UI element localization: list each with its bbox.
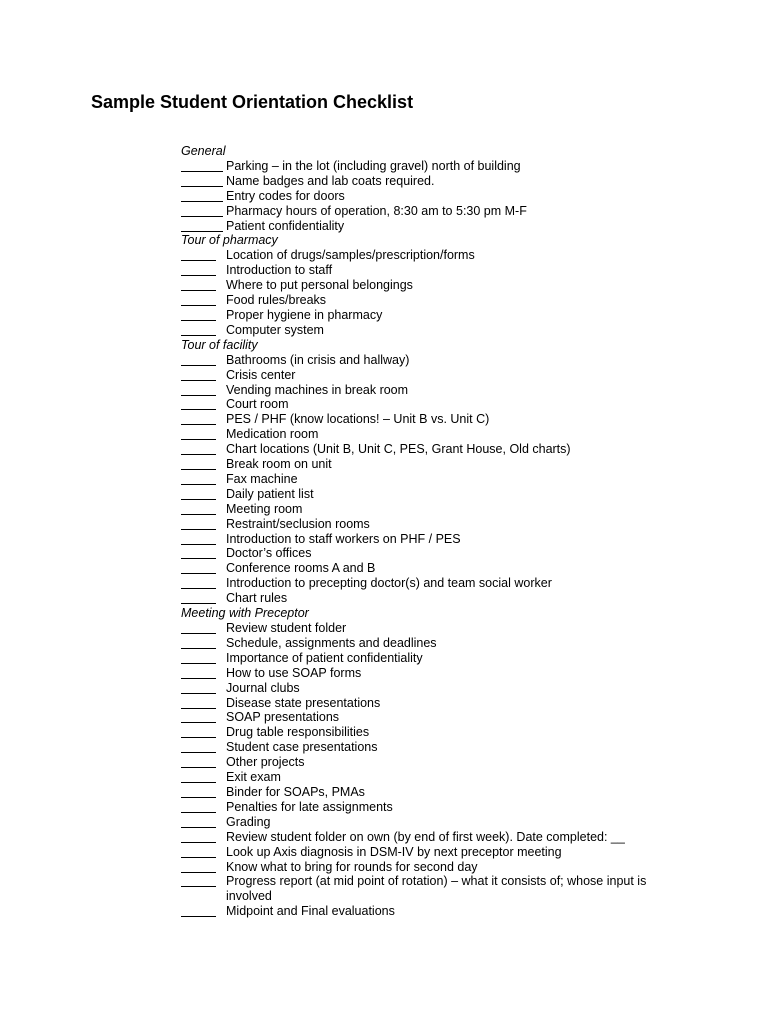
checklist-item-label: Progress report (at mid point of rotation) – what it consists of; whose input is involved	[226, 874, 647, 904]
checklist-item-label: How to use SOAP forms	[226, 665, 362, 680]
checklist-item	[181, 696, 661, 711]
checklist-item-label: Name badges and lab coats required.	[226, 173, 435, 188]
checklist-item	[181, 815, 661, 830]
checklist-item	[181, 502, 661, 517]
checklist-item	[181, 174, 661, 189]
checklist-item	[181, 666, 661, 681]
checklist-item	[181, 651, 661, 666]
checklist-item	[181, 785, 661, 800]
checklist-item	[181, 710, 661, 725]
checklist-item	[181, 457, 661, 472]
checklist-item-label: SOAP presentations	[226, 710, 340, 725]
checklist-item-label: Review student folder on own (by end of first week). Date completed: __	[226, 829, 625, 844]
checklist-item	[181, 576, 661, 591]
checklist-item	[181, 383, 661, 398]
checklist-item	[181, 204, 661, 219]
checklist-item	[181, 263, 661, 278]
checklist-item-label: Know what to bring for rounds for second day	[226, 859, 478, 874]
checklist-item-label: Pharmacy hours of operation, 8:30 am to 5:30 pm M-F	[226, 203, 527, 218]
checklist-item	[181, 278, 661, 293]
checklist-item	[181, 636, 661, 651]
checklist-item	[181, 546, 661, 561]
checklist-item-label: Review student folder	[226, 621, 347, 635]
checklist-item-label: Exit exam	[226, 770, 281, 785]
checklist-item	[181, 845, 661, 860]
checklist-item-label: Student case presentations	[226, 740, 378, 755]
section-heading: General	[181, 144, 226, 158]
checklist-item-label: Location of drugs/samples/prescription/forms	[226, 248, 475, 263]
section-heading: Tour of facility	[181, 337, 258, 352]
checklist-item-label: Chart locations (Unit B, Unit C, PES, Grant House, Old charts)	[226, 442, 571, 457]
checklist-item	[181, 532, 661, 547]
checklist-item-label: Disease state presentations	[226, 695, 381, 710]
checklist-item-label: Proper hygiene in pharmacy	[226, 307, 383, 322]
checklist-item	[181, 904, 661, 919]
checklist-item-label: Penalties for late assignments	[226, 799, 393, 814]
checklist-item-label: Introduction to precepting doctor(s) and team social worker	[226, 576, 552, 591]
checklist-item	[181, 472, 661, 487]
checklist-item-label: Where to put personal belongings	[226, 278, 413, 293]
checklist-item	[181, 353, 661, 368]
checklist-item	[181, 397, 661, 412]
checklist-item-label: Medication room	[226, 427, 319, 442]
checklist-item	[181, 830, 661, 845]
checklist-item	[181, 189, 661, 204]
checklist-item-label: Bathrooms (in crisis and hallway)	[226, 352, 410, 367]
checklist-item-label: Vending machines in break room	[226, 382, 409, 397]
checklist-item	[181, 412, 661, 427]
checklist-item-label: Other projects	[226, 755, 305, 770]
checklist-item-label: Introduction to staff	[226, 263, 333, 278]
checklist-item-label: Drug table responsibilities	[226, 725, 370, 740]
checklist-item	[181, 293, 661, 308]
checklist-item-label: Entry codes for doors	[226, 188, 345, 203]
checklist-item-label: Parking – in the lot (including gravel) north of building	[226, 158, 521, 173]
checklist-item-label: Food rules/breaks	[226, 293, 327, 308]
checklist-item	[181, 681, 661, 696]
checklist-item	[181, 800, 661, 815]
checklist-item-label: Chart rules	[226, 591, 288, 606]
checklist-item-label: Fax machine	[226, 471, 298, 486]
checklist-item-label: Daily patient list	[226, 486, 314, 501]
checklist-item	[181, 770, 661, 785]
checklist-item-label: Grading	[226, 814, 271, 829]
checklist-item	[181, 442, 661, 457]
checklist-item-label: Journal clubs	[226, 680, 300, 695]
checklist-item	[181, 755, 661, 770]
page-title: Sample Student Orientation Checklist	[91, 92, 414, 112]
checklist-item-label: PES / PHF (know locations! – Unit B vs. Unit C)	[226, 412, 490, 427]
checklist-item-label: Introduction to staff workers on PHF / PES	[226, 531, 461, 546]
checklist-item	[181, 308, 661, 323]
checklist-item-label: Restraint/seclusion rooms	[226, 516, 370, 531]
checklist-item	[181, 874, 661, 904]
checklist-item	[181, 248, 661, 263]
checklist-item	[181, 427, 661, 442]
orientation-checklist	[181, 144, 661, 919]
checklist-item-label: Break room on unit	[226, 457, 332, 472]
checklist-item	[181, 591, 661, 606]
checklist-item-label: Computer system	[226, 322, 324, 337]
checklist-item-label: Importance of patient confidentiality	[226, 650, 423, 665]
checklist-item	[181, 219, 661, 234]
checklist-item-label: Binder for SOAPs, PMAs	[226, 784, 365, 799]
checklist-item-label: Meeting room	[226, 501, 303, 516]
checklist-item-label: Court room	[226, 397, 289, 412]
checklist-item	[181, 323, 661, 338]
checklist-item-label: Crisis center	[226, 367, 296, 382]
checklist-item-label: Doctor’s offices	[226, 546, 312, 561]
section-heading: Tour of pharmacy	[181, 233, 278, 248]
checklist-item	[181, 860, 661, 875]
checklist-item-label: Midpoint and Final evaluations	[226, 904, 395, 919]
checklist-item-label: Conference rooms A and B	[226, 561, 376, 576]
checklist-item-label: Schedule, assignments and deadlines	[226, 635, 437, 650]
checklist-item	[181, 517, 661, 532]
checklist-item	[181, 621, 661, 636]
checklist-item	[181, 740, 661, 755]
checklist-item	[181, 368, 661, 383]
section-heading: Meeting with Preceptor	[181, 606, 309, 621]
checklist-item	[181, 725, 661, 740]
checklist-item-label: Look up Axis diagnosis in DSM-IV by next preceptor meeting	[226, 844, 562, 859]
checklist-item	[181, 159, 661, 174]
checklist-item	[181, 487, 661, 502]
checklist-item-label: Patient confidentiality	[226, 218, 345, 233]
checklist-item	[181, 561, 661, 576]
